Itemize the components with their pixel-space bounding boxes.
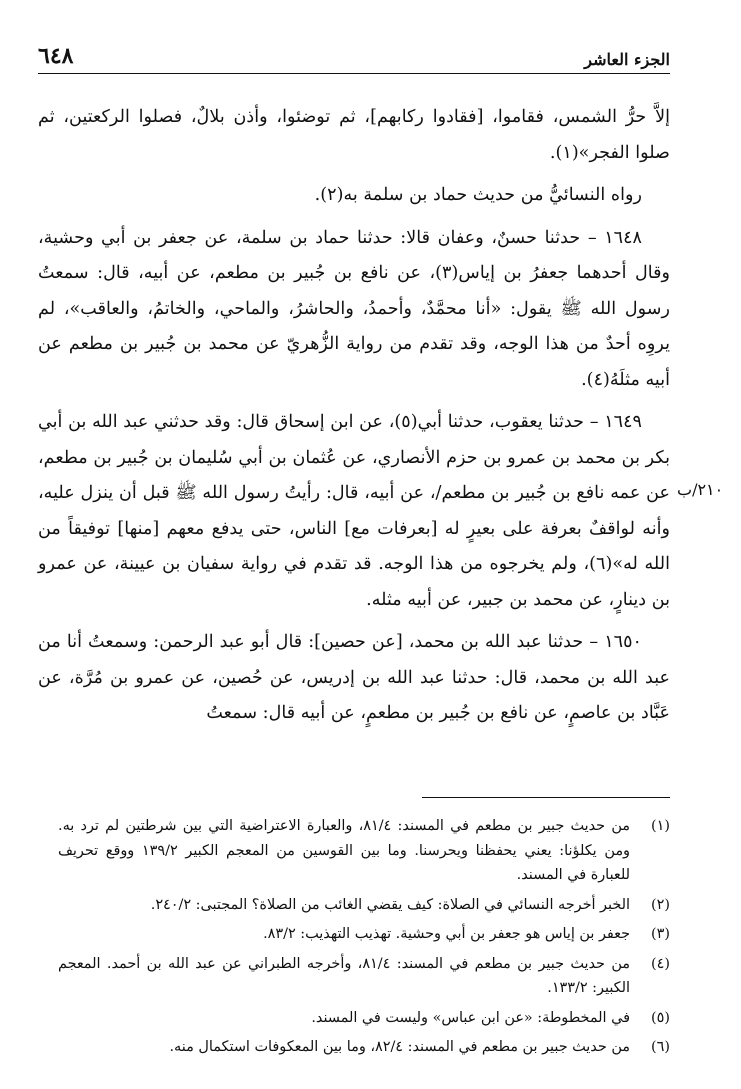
footnote bbox=[58, 1035, 670, 1060]
main-text bbox=[38, 100, 670, 739]
footnote bbox=[58, 952, 670, 1001]
footnote-number: (٢) bbox=[651, 896, 670, 913]
footnote-text: في المخطوطة: «عن ابن عباس» وليست في المسند. bbox=[311, 1009, 630, 1026]
footnotes bbox=[58, 814, 670, 1065]
page-number: ٦٤٨ bbox=[38, 43, 74, 69]
footnote-number: (٤) bbox=[651, 955, 670, 972]
footnote-number: (٦) bbox=[651, 1039, 670, 1055]
footnote-text: الخبر أخرجه النسائي في الصلاة: كيف يقضي الغائب من الصلاة؟ المجتبى: ٢٤٠/٢. bbox=[150, 896, 630, 913]
part-title: الجزء العاشر bbox=[584, 50, 670, 69]
hadith-1649: ١٦٤٩ – حدثنا يعقوب، حدثنا أبي(٥)، عن ابن إسحاق قال: وقد حدثني عبد الله بن أبي بكر بن محمد بن عمرو بن حزم الأنصاري، عن عُثمان بن أبي سُليمان بن جُبير بن مطعم، عن عمه نافع بن جُبير بن مطعم/، عن أبيه، قال: رأيتُ رسول الله ﷺ قبل أن ينزل عليه، وأنه لواقفٌ بعرفة على بعيرٍ له [بعرفات مع] الناس، حتى يدفع معهم [منها] توفيقاً من الله له»(٦)، ولم يخرجوه من هذا الوجه. قد تقدم في رواية سفيان بن عيينة، عن عمرو بن دينارٍ، عن محمد بن جبير، عن أبيه مثله. bbox=[38, 412, 670, 610]
footnote-separator bbox=[422, 797, 670, 798]
footnote-text: من حديث جبير بن مطعم في المسند: ٨٢/٤، وما بين المعكوفات استكمال منه. bbox=[169, 1039, 630, 1055]
footnote-text: من حديث جبير بن مطعم في المسند: ٨١/٤، والعبارة الاعتراضية التي بين شرطتين لم ترد به. ومن يكلؤنا: يعني يحفظنا ويحرسنا. وما بين القوسين من المعجم الكبير ١٣٩/٢ ووقع تحريف للعبارة في المسند. bbox=[58, 818, 630, 883]
footnote-number: (٥) bbox=[651, 1009, 670, 1026]
footnote bbox=[58, 922, 670, 947]
footnote-number: (٣) bbox=[651, 926, 670, 942]
footnote bbox=[58, 1006, 670, 1031]
footnote-text: من حديث جبير بن مطعم في المسند: ٨١/٤، وأخرجه الطبراني عن عبد الله بن أحمد. المعجم الكبير: ١٣٣/٢. bbox=[58, 955, 630, 996]
footnote-number: (١) bbox=[651, 818, 670, 834]
footnote-text: جعفر بن إياس هو جعفر بن أبي وحشية. تهذيب التهذيب: ٨٣/٢. bbox=[263, 926, 630, 942]
paragraph: إلاَّ حرُّ الشمس، فقاموا، [فقادوا ركابهم]، ثم توضئوا، وأذن بلالٌ، فصلوا الركعتين، ثم صلوا الفجر»(١). bbox=[38, 107, 670, 163]
hadith-1650: ١٦٥٠ – حدثنا عبد الله بن محمد، [عن حصين]: قال أبو عبد الرحمن: وسمعتُ أنا من عبد الله بن محمد، قال: حدثنا عبد الله بن إدريس، عن حُصين، عن عمرو بن مُرَّة، عن عَبَّاد بن عاصمٍ، عن نافع بن جُبير بن مطعمٍ، عن أبيه قال: سمعتُ bbox=[38, 632, 670, 723]
paragraph: رواه النسائيُّ من حديث حماد بن سلمة به(٢). bbox=[314, 185, 642, 205]
page-header bbox=[38, 40, 670, 74]
manuscript-folio-marker: ٢١٠/ب bbox=[677, 480, 724, 499]
hadith-1648: ١٦٤٨ – حدثنا حسنٌ، وعفان قالا: حدثنا حماد بن سلمة، عن جعفر بن أبي وحشية، وقال أحدهما جعفرُ بن إياس(٣)، عن نافع بن جُبير بن مطعم، عن أبيه، قال: سمعتُ رسول الله ﷺ يقول: «أنا محمَّدٌ، وأحمدُ، والحاشرُ، والماحي، والخاتمُ، والعاقب»، لم يروِه أحدٌ من هذا الوجه، وقد تقدم من رواية الزُّهريّ عن محمد بن جُبير بن مطعم عن أبيه مثلَهُ(٤). bbox=[38, 227, 671, 390]
footnote bbox=[58, 814, 670, 888]
footnote bbox=[58, 893, 670, 918]
